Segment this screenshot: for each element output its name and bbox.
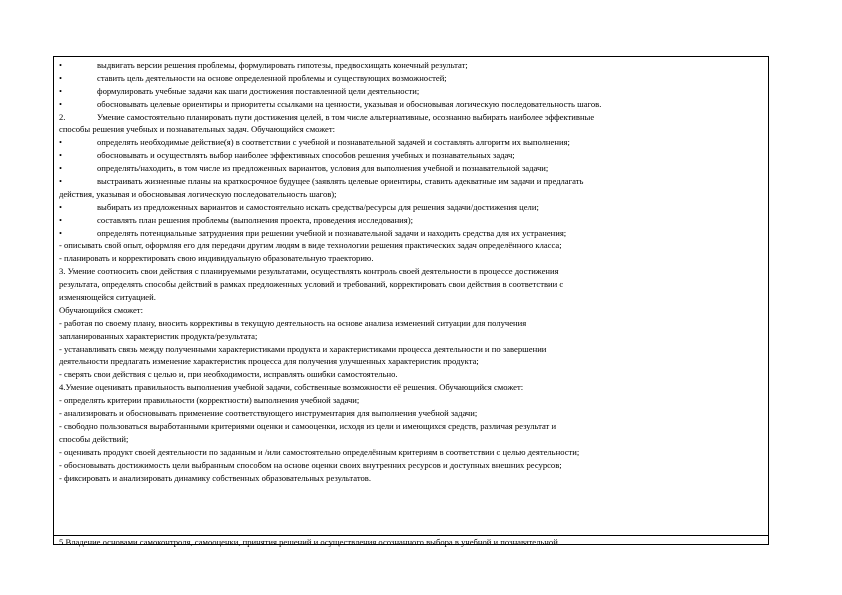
bullet-marker: • <box>59 137 63 148</box>
line-text: способы действий; <box>59 433 129 444</box>
text-line <box>59 278 764 291</box>
line-text: выстраивать жизненные планы на краткосрочное будущее (заявлять целевые ориентиры, ставить адекватные им задачи и предлагать <box>97 176 584 187</box>
line-text: обосновывать целевые ориентиры и приоритеты ссылками на ценности, указывая и обосновывая логическую последовательность шагов. <box>97 98 602 109</box>
text-line <box>59 381 764 394</box>
bullet-marker: • <box>59 214 63 225</box>
line-text: - определять критерии правильности (корректности) выполнения учебной задачи; <box>59 395 360 406</box>
line-text: - планировать и корректировать свою индивидуальную образовательную траекторию. <box>59 253 374 264</box>
line-text: Обучающийся сможет: <box>59 304 143 315</box>
last-row-text: 5.Владение основами самоконтроля, самооценки, принятия решений и осуществления осознанного выбора в учебной и познавательной. <box>59 537 560 547</box>
text-line <box>59 317 764 330</box>
bullet-marker: • <box>59 150 63 161</box>
line-text: - работая по своему плану, вносить коррективы в текущую деятельность на основе анализа изменений ситуации для получения <box>59 317 527 328</box>
line-text: деятельности предлагать изменение характеристик процесса для получения улучшенных характеристик продукта; <box>59 356 479 367</box>
bullet-item <box>59 85 764 98</box>
line-text: запланированных характеристик продукта/результата; <box>59 330 258 341</box>
text-line <box>59 343 764 356</box>
bullet-marker: • <box>59 201 63 212</box>
numbered-item <box>59 111 764 124</box>
line-text: 4.Умение оценивать правильность выполнения учебной задачи, собственные возможности её решения. Обучающийся сможет: <box>59 382 524 393</box>
bullet-item <box>59 98 764 111</box>
text-line <box>59 368 764 381</box>
text-line <box>59 446 764 459</box>
line-text: формулировать учебные задачи как шаги достижения поставленной цели деятельности; <box>97 85 420 96</box>
text-line <box>59 355 764 368</box>
text-line <box>59 123 764 136</box>
text-line <box>59 252 764 265</box>
text-line <box>59 239 764 252</box>
bullet-marker: • <box>59 60 63 70</box>
line-text: - оценивать продукт своей деятельности по заданным и /или самостоятельно определённым критериям в соответствии с целью деятельности; <box>59 446 580 457</box>
bullet-item <box>59 175 764 188</box>
bullet-item <box>59 136 764 149</box>
line-text: - анализировать и обосновывать применение соответствующего инструментария для выполнения учебной задачи; <box>59 408 478 419</box>
bullet-item <box>59 149 764 162</box>
bullet-item <box>59 162 764 175</box>
line-text: - устанавливать связь между полученными характеристиками продукта и характеристиками процесса деятельности и по завершении <box>59 343 547 354</box>
line-text: изменяющейся ситуацией. <box>59 292 156 303</box>
document-table <box>53 56 769 545</box>
line-text: действия, указывая и обосновывая логическую последовательность шагов); <box>59 188 337 199</box>
text-line <box>59 330 764 343</box>
line-text: - свободно пользоваться выработанными критериями оценки и самооценки, исходя из цели и имеющихся средств, различая результат и <box>59 420 557 431</box>
line-text: - обосновывать достижимость цели выбранным способом на основе оценки своих внутренних ресурсов и доступных внешних ресурсов; <box>59 459 562 470</box>
line-text: определять/находить, в том числе из предложенных вариантов, условия для выполнения учебной и познавательной задачи; <box>97 163 549 174</box>
bullet-marker: • <box>59 163 63 174</box>
text-line <box>59 304 764 317</box>
text-line <box>59 433 764 446</box>
text-line <box>59 394 764 407</box>
text-line <box>59 407 764 420</box>
text-line <box>59 472 764 485</box>
line-text: составлять план решения проблемы (выполнения проекта, проведения исследования); <box>97 214 413 225</box>
bullet-item <box>59 59 764 72</box>
bullet-item <box>59 214 764 227</box>
bullet-marker: • <box>59 98 63 109</box>
line-text: - сверять свои действия с целью и, при необходимости, исправлять ошибки самостоятельно. <box>59 369 398 380</box>
line-text: Умение самостоятельно планировать пути достижения целей, в том числе альтернативные, осознанно выбирать наиболее эффективные <box>97 111 595 122</box>
line-text: определять необходимые действие(я) в соответствии с учебной и познавательной задачей и составлять алгоритм их выполнения; <box>97 137 570 148</box>
text-line <box>59 265 764 278</box>
table-cell-content <box>59 59 764 484</box>
bullet-marker: • <box>59 85 63 96</box>
bullet-item <box>59 72 764 85</box>
text-line <box>59 188 764 201</box>
line-text: - фиксировать и анализировать динамику собственных образовательных результатов. <box>59 472 371 483</box>
bullet-item <box>59 227 764 240</box>
line-text: - описывать свой опыт, оформляя его для передачи другим людям в виде технологии решения практических задач определённого класса; <box>59 240 562 251</box>
line-text: определять потенциальные затруднения при решении учебной и познавательной задачи и находить средства для их устранения; <box>97 227 567 238</box>
bullet-marker: • <box>59 72 63 83</box>
text-line <box>59 291 764 304</box>
line-text: способы решения учебных и познавательных задач. Обучающийся сможет: <box>59 124 336 135</box>
line-text: результата, определять способы действий в рамках предложенных условий и требований, корректировать свои действия в соответствии с <box>59 279 564 290</box>
line-text: обосновывать и осуществлять выбор наиболее эффективных способов решения учебных и познавательных задач; <box>97 150 515 161</box>
line-text: выбирать из предложенных вариантов и самостоятельно искать средства/ресурсы для решения задачи/достижения цели; <box>97 201 539 212</box>
item-number: 2. <box>59 111 66 122</box>
line-text: ставить цель деятельности на основе определенной проблемы и существующих возможностей; <box>97 72 447 83</box>
bullet-item <box>59 201 764 214</box>
row-divider <box>54 535 768 536</box>
text-line <box>59 459 764 472</box>
text-line <box>59 420 764 433</box>
bullet-marker: • <box>59 227 63 238</box>
bullet-marker: • <box>59 176 63 187</box>
line-text: выдвигать версии решения проблемы, формулировать гипотезы, предвосхищать конечный результат; <box>97 60 468 70</box>
line-text: 3. Умение соотносить свои действия с планируемыми результатами, осуществлять контроль своей деятельности в процессе достижения <box>59 266 559 277</box>
